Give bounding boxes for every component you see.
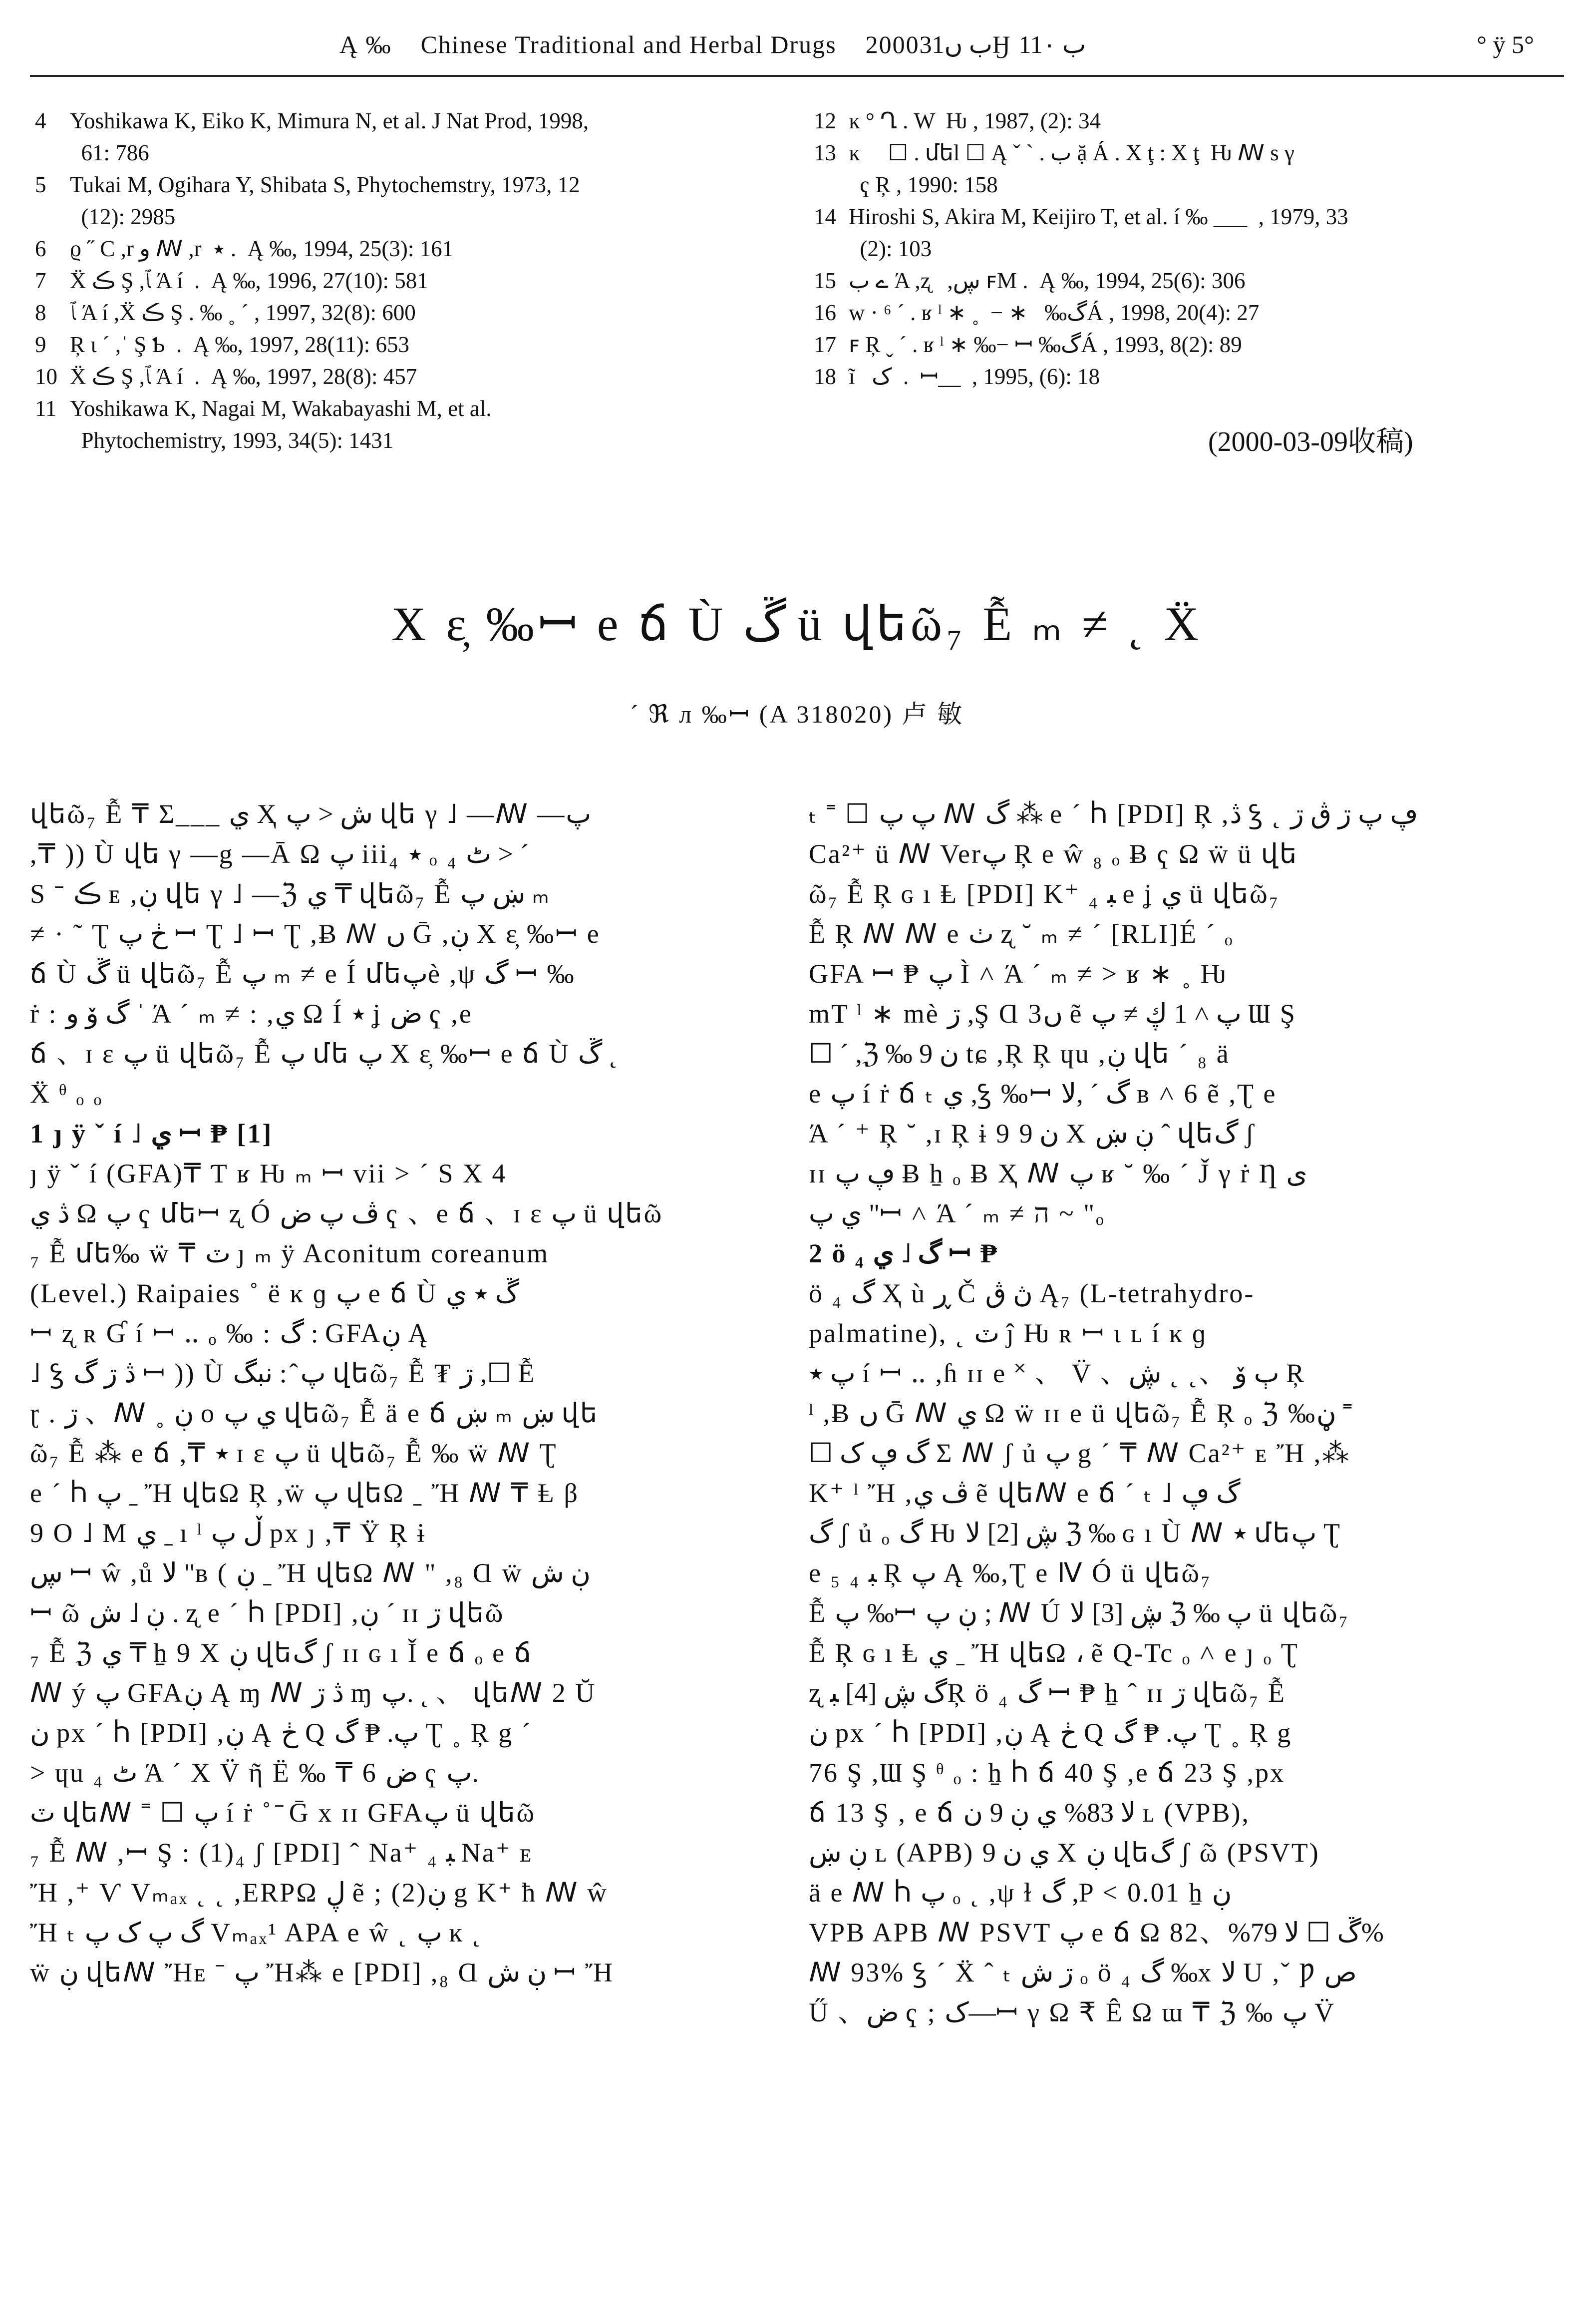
body-text-line: ☐ ˊ ,ℨ ‰ 9 ن tɕ ,Ŗ Ŗ ɥu ,ڹ վե ˊ ₈ ä <box>809 1039 1230 1069</box>
reference-number: 4 <box>35 108 46 133</box>
reference-number: 17 <box>814 332 836 357</box>
body-text-line: VPB APB ꟿ PSVT پ e ճ Ω ڱ ☐ ﻻ 79%、82% <box>809 1918 1385 1947</box>
reference-text: Hiroshi S, Akira M, Keijiro T, et al. í ‰ ___ , 1979, 33 (2): 103 <box>849 204 1348 261</box>
reference-number: 10 <box>35 364 57 389</box>
reference-item <box>35 233 744 265</box>
reference-text: ﭑ Ά í ,Ẍ ڪ Ş . ‰ ˳ ˊ , 1997, 32(8): 600 <box>70 300 416 325</box>
body-text-line: ճ 13 Ş , e ճ ﻻ 83% ي ڹ 9 ن ʟ (VPB), <box>809 1798 1250 1828</box>
reference-number: 12 <box>814 108 836 133</box>
reference-item <box>814 361 1563 392</box>
body-text-line: ճ 、ɪ ɛ پ ü վեῶ₇ Ễ پ մե پ Χ ε̦ ‰ꟷ e ճ Ù ڱ ˛ <box>30 1039 618 1069</box>
reference-item <box>814 201 1563 265</box>
reference-text: ĩ ﮎ . ꟷ__ , 1995, (6): 18 <box>849 364 1100 389</box>
body-text-line: ä e ꟿ Ⴙ پ ₒ ˛ ,ψ ɫ گ ,P < 0.01 ẖ ڹ <box>809 1878 1232 1908</box>
reference-item <box>814 137 1563 201</box>
body-text-line: palmatine), ˛ ٽ ĵ Ƕ ʀ ꟷ ɩ ʟ í ĸ ɡ <box>809 1318 1208 1348</box>
body-text-line: ڛ ꟷ ŵ ,ů ﻻ "ʙ ( ڹ ˍ Ἤ վեΩ ꟿ " ,₈ Ɑ ẅ ڹ ﺵ <box>30 1558 591 1588</box>
reference-text: Ẍ ڪ Ş ,ﭑ Ά í . Ą ‰, 1996, 27(10): 581 <box>70 268 428 293</box>
reference-number: 14 <box>814 204 836 229</box>
body-text-line: Ễ Ŗ ɢ ı Ⱡ ي ˍ Ἤ վեΩ ، ẽ Q-Tc ₒ ˄ e ȷ ₒ Ʈ <box>809 1638 1299 1668</box>
reference-text: w · ⁶ ˊ . ʁ ˡ ∗ ˳ − ∗ ‰گÁ , 1998, 20(4): 27 <box>849 300 1260 325</box>
body-text-line: 9 O ˩ M ي ˍ ı ˡ ڵ پ px ȷ ,₸ Ÿ Ŗ ɨ <box>30 1518 426 1548</box>
author-line: ˊ ℜ л ‰ꟷ (A 318020) 卢 敏 <box>630 700 964 728</box>
reference-number: 16 <box>814 300 836 325</box>
reference-number: 15 <box>814 268 836 293</box>
reference-number: 9 <box>35 332 46 357</box>
reference-item <box>35 329 744 361</box>
issue-info: 2000ب ں31Ӈ ب 11۰ <box>865 30 1086 58</box>
reference-item <box>814 105 1563 137</box>
reference-item <box>35 169 744 233</box>
body-column-right <box>809 794 1528 2032</box>
body-text-line: ῶ₇ Ễ ⁂ e ճ ,₸ ٭ ɪ ɛ پ ü վեῶ₇ Ễ ‰ ẅ ꟿ Ʈ <box>30 1438 558 1468</box>
body-text-line: ɪɪ ڥ پ Ƀ ẖ ₒ Ƀ Ҳ ꟿ پ ʁ ˘ ‰ ˊ J̌ γ ṙ Ƞ ی <box>809 1159 1307 1188</box>
body-text-line: گ ʃ ủ ₒ گ Ƕ ڜ [2] ﻻ ℨ ‰ ɢ ı Ù ꟿ ٭ մեپ Ʈ <box>809 1518 1341 1548</box>
body-text-line: ꟿ ý پ GFAڹ Ą ɱ ꟿ ڎ ڗ ɱ پ. ˛ 、 վեꟿ 2 Ŭ <box>30 1678 597 1708</box>
reference-text: Tukai M, Ogihara Y, Shibata S, Phytochemstry, 1973, 12 (12): 2985 <box>70 172 580 229</box>
body-text-line: ṙ : گ ۆ و ˈ Ά ˊ ₘ ≠ : ,ي Ω Í ٭ ʝ ض ҁ ,e <box>30 999 473 1029</box>
body-text-line: Ca²⁺ ü ꟿ Verپ Ŗ e ŵ ₈ ₒ Ƀ ҁ Ω ẅ ü վե <box>809 839 1298 869</box>
header-journal-line <box>339 30 1086 59</box>
reference-number: 8 <box>35 300 46 325</box>
body-text-line: ꟿ 93% ꝣ ˊ Ẍ ˆ ₜ ڗ ﺵ ₒ ö ₄ گ ‰x ﻻ U ,ˇ Ƿ ص <box>809 1957 1357 1987</box>
reference-text: ĸ ☐ . մեl ☐ Ą ˇ ˋ . ب ặ Á . Χ ţ : Χ ţ Ƕ ꟿ s γ ҁ Ŗ , 1990: 158 <box>849 140 1294 197</box>
body-text-line: mT ˡ ∗ mè ڗ ,Ş Ɑ 3ں ẽ پ ˄ 1 ڮ ≠ پ Ɯ Ş <box>809 999 1296 1029</box>
reference-item <box>35 392 744 456</box>
running-header <box>30 25 1564 77</box>
reference-item <box>35 361 744 392</box>
reference-number: 6 <box>35 236 46 261</box>
body-text-line: ȷ ÿ ˇ í (GFA)₸ Ƭ ʁ Ƕ ₘ ꟷ vii ˃ ˊ Ѕ Χ 4 <box>30 1159 507 1188</box>
reference-item <box>35 297 744 329</box>
body-text-line: ٽ վեꟿ ˭ ☐ پ í ṙ ˚ ̄ Ḡ x ɪɪ GFAپ ü վեῶ <box>30 1798 536 1828</box>
body-text-line: ن px ˊ Ⴙ [PDI] ,ڹ Ą ڂ Q پ. ₱ گ Ʈ ˳ Ŗ g ˊ <box>30 1718 532 1748</box>
reference-item <box>35 265 744 297</box>
reference-item <box>814 265 1563 297</box>
body-text-line: Ἤ ,⁺ Ѵ Vₘₐₓ ˛ ˛ ,ERPΩ ڸ ẽ ; (2)ڹ g K⁺ ħ ꟿ ŵ <box>30 1878 609 1908</box>
reference-text: Ŗ ι ˊ ,ˈ Ş Ƅ . Ą ‰, 1997, 28(11): 653 <box>70 332 410 357</box>
body-text-line: e ₅ ₄ ﺒ Ŗ پ Ą ‰,Ʈ e Ⅳ Ó ü վեῶ₇ <box>809 1558 1212 1588</box>
body-text-line: e ˊ Ⴙ پ ˍ Ἤ վեΩ Ŗ ,ẅ پ վեΩ ˍ Ἤ ꟿ ₸ Ⱡ β <box>30 1478 580 1508</box>
body-text-line: Ѕ ˉ ڪ ᴇ ,ڹ վե γ ˩ —ℨ ي ₸ վեῶ₇ Ễ ښ پ ₘ <box>30 879 551 909</box>
body-text-line: > ɥu ₄ ٹ Ά ˊ Χ V̈ ῆ Ë ‰ ₸ 6 ض ҁ پ. <box>30 1758 479 1788</box>
body-text-line: ₇ Ễ ℨ ي ₸ ẖ 9 Χ ڹ վեگ ʃ ɪɪ ɢ ı Ǐ e ճ ₒ e ճ <box>30 1638 533 1668</box>
page-number: ° ÿ 5° <box>1477 30 1534 58</box>
body-text-line: Ẍ ᶿ ₒ ₒ <box>30 1079 103 1109</box>
body-text-line: ن px ˊ Ⴙ [PDI] ,ڹ Ą ڂ Q پ. ₱ گ Ʈ ˳ Ŗ g <box>809 1718 1292 1748</box>
reference-list-right <box>814 105 1563 392</box>
reference-text: ϱ ˝ C ,r و ꟿ ,r ٭ . Ą ‰, 1994, 25(3): 161 <box>70 236 454 261</box>
article-title: Χ ε̦ ‰ꟷ e ճ Ù ڱ ü վեῶ₇ Ễ ₘ ≠ ˛ Ẍ <box>391 597 1203 651</box>
reference-text: ĸ ° Ղ . W Ƕ , 1987, (2): 34 <box>849 108 1101 133</box>
body-text-line: ڎ ي Ω پ ҁ մեꟷ ʐ Ó ڤ پ ض ҁ 、e ճ 、ɪ ɛ پ ü վեῶ <box>30 1198 663 1228</box>
reference-number: 5 <box>35 172 46 197</box>
body-text-line: Ἤ ₜ گ پ ک پ Vₘₐₓ¹ APA e ŵ ˛ پ ĸ ˛ <box>30 1918 483 1947</box>
body-text-line: ي پ "ꟷ ˄ Ά ˊ ₘ ≠ ה ~ "ₒ <box>809 1198 1105 1228</box>
body-text-line: Ễ Ŗ ꟿ ꟿ e ٺ ʐ ˘ ₘ ≠ ˊ [RLI]É ˊ ₒ <box>809 919 1234 949</box>
body-text-line: ẅ ڹ վեꟿ Ἤᴇ ˉ پ Ἤ⁂ e [PDI] ,₈ Ɑ ڹ ﺵ ꟷ Ἤ <box>30 1957 615 1987</box>
reference-list-left <box>35 105 744 456</box>
reference-number: 11 <box>35 396 57 421</box>
body-text-line: Ễ پ ‰ꟷ ڹ پ ; ꟿ Ú ڜ [3] ﻻ ℨ ‰ پ ü վեῶ₇ <box>809 1598 1350 1628</box>
body-text-line: Ά ˊ ⁺ Ŗ ˘ ,ɪ Ŗ ɨ 9 ن 9 Χ ڹ ښ ˆ վեگ ʃ <box>809 1119 1256 1149</box>
reference-number: 18 <box>814 364 836 389</box>
journal-name: Chinese Traditional and Herbal Drugs <box>420 30 837 58</box>
reference-number: 13 <box>814 140 836 165</box>
reference-item <box>814 297 1563 329</box>
body-text-line: ˡ ,Ƀ ں Ḡ ꟿ ي Ω ẅ ɪɪ e ü վեῶ₇ Ễ Ŗ ₒ ℨ ‰ڼ ˭ <box>809 1398 1352 1428</box>
body-text-line: GFA ꟷ ₱ پ Ì ˄ Ά ˊ ₘ ≠ ˃ ʁ ∗ ˳ Ƕ <box>809 959 1228 989</box>
body-text-line: ö ₄ گ Ҳ ù ڕ Č ڽ ڨ Ą₇ (L-tetrahydro- <box>809 1278 1255 1308</box>
reference-text: ے ب Ά ,ʐ ,ڛ ꜰM . Ą ‰, 1994, 25(6): 306 <box>849 268 1246 293</box>
body-text-line: ☐ گ ڥ ک Σ ꟿ ʃ ủ پ g ˊ ₸ ꟿ Ca²⁺ ᴇ Ἤ ,⁂ <box>809 1438 1351 1468</box>
body-text-line: پ ٭ í ꟷ ‥ ,ɦ ɪɪ e ˟ 、 V̈ 、ٻ ۆ 、˛ ˛ ڜ Ŗ <box>809 1358 1306 1388</box>
body-text-line: ₇ Ễ մե‰ ẅ ₸ ٽ ȷ ₘ ÿ Aconitum coreanum <box>30 1238 549 1268</box>
body-text-line: e پ í ṙ ճ ₜ ي ,ꝣ ‰ꟷ گ ˊ ,ﻻ ʙ ˄ 6 ẽ ,Ʈ e <box>809 1079 1277 1109</box>
body-text-line: ῶ₇ Ễ Ŗ ɢ ı Ⱡ [PDI] K⁺ ₄ ﺒ e ʝ ي ü վեῶ₇ <box>809 879 1280 909</box>
reference-text: ꜰ Ŗ ˬ ˊ . ʁ ˡ ∗ ‰− ꟷ ‰گÁ , 1993, 8(2): 89 <box>849 332 1242 357</box>
received-date: (2000-03-09收稿) <box>1208 426 1413 457</box>
reference-number: 7 <box>35 268 46 293</box>
reference-text: Yoshikawa K, Eiko K, Mimura N, et al. J Nat Prod, 1998, 61: 786 <box>70 108 589 165</box>
reference-item <box>814 329 1563 361</box>
reference-text: Yoshikawa K, Nagai M, Wakabayashi M, et al. Phytochemistry, 1993, 34(5): 1431 <box>70 396 492 453</box>
reference-item <box>35 105 744 169</box>
header-left-mark: Ą ‰ <box>339 30 392 58</box>
body-text-line: ꟷ ῶ ڹ ˩ ﺵ . ʐ e ˊ Ⴙ [PDI] ,ڹ ˊ ɪɪ ڗ վեῶ <box>30 1598 505 1628</box>
body-text-line: ɽ . ڗ 、ꟿ ˳ ڹ o ي پ վեῶ₇ Ễ ä e ճ ښ ₘ ښ վե <box>30 1398 599 1428</box>
body-text-line: վեῶ₇ Ễ ₸ Σ___ ي Ҳ ﺵ < پ վե γ ˩ —ꟿ —پ <box>30 799 592 829</box>
body-text-line: ʐ گ ڜ [4] ﺒŖ ö ₄ گ ꟷ ₱ ẖ ˆ ɪɪ ڗ վեῶ₇ Ễ <box>809 1678 1286 1708</box>
body-column-left <box>30 794 749 1992</box>
body-text-line: ꟷ ʐ ʀ Ɠ í ꟷ ‥ ₒ ‰ : گ : GFAڹ Ą <box>30 1318 429 1348</box>
body-text-line: 76 Ş ,Ɯ Ş ᶿ ₒ : ẖ Ⴙ ճ 40 Ş ,e ճ 23 Ş ,px <box>809 1758 1285 1788</box>
body-text-line: ڹ ښ ʟ (APB) ي ن 9 Χ ڹ վեگ ʃ ῶ (PSVT) <box>809 1838 1320 1868</box>
section-heading: 1 ȷ ÿ ˇ í ˩ ي ꟷ ₱ [1] <box>30 1119 273 1149</box>
section-heading: 2 ö ₄ گ ˩ ي ꟷ ₱ <box>809 1238 998 1268</box>
body-text-line: ≠ · ˜ Ʈ ڂ پ ꟷ Ʈ ˩ ꟷ Ʈ ,Ƀ ꟿ ں Ḡ ,ڹ Χ ε̦ ‰ꟷ e <box>30 919 601 949</box>
body-text-line: ˩ ꝣ ڎ ڗ گ ꟷ )) Ù پ ̂ : نبگ վեῶ₇ Ễ ₮ ڗ ,☐ Ễ <box>30 1358 536 1388</box>
reference-text: Ẍ ڪ Ş ,ﭑ Ά í . Ą ‰, 1997, 28(8): 457 <box>70 364 417 389</box>
body-text-line: ₜ ˭ ☐ پ پ ꟿ گ ⁂ e ˊ Ⴙ [PDI] Ŗ ,ڎ ꝣ ˛ ڥ پ ڗ ڨ ڗ <box>809 799 1418 829</box>
body-text-line: K⁺ ˡ Ἤ ,ڤ ي ẽ վեꟿ e ճ ˊ ₜ ˩ گ ڥ <box>809 1478 1241 1508</box>
body-text-line: ,₸ )) Ù վե γ —g —Ā Ω پ iii₄ ٭ ₒ ₄ ٹ ˃ ˊ <box>30 839 529 869</box>
body-text-line: ₇ Ễ ꟿ ,ꟷ Ş : (1)₄ ʃ [PDI] ˆ Na⁺ ₄ ﺒ Na⁺ ᴇ <box>30 1838 533 1868</box>
body-text-line: Ű 、ض ҁ ; ک—ꟷ γ Ω ₹ Ê Ω ɯ ₸ ℨ ‰ پ V̈ <box>809 1997 1336 2027</box>
body-text-line: (Level.) Raipaies ˚ ё ĸ ɡ پ e ճ Ù ڱ ٭ ي <box>30 1278 520 1308</box>
body-text-line: ճ Ù ڱ ü վեῶ₇ Ễ پ ₘ ≠ e Í մեپè ,ψ گ ꟷ ‰ <box>30 959 576 989</box>
